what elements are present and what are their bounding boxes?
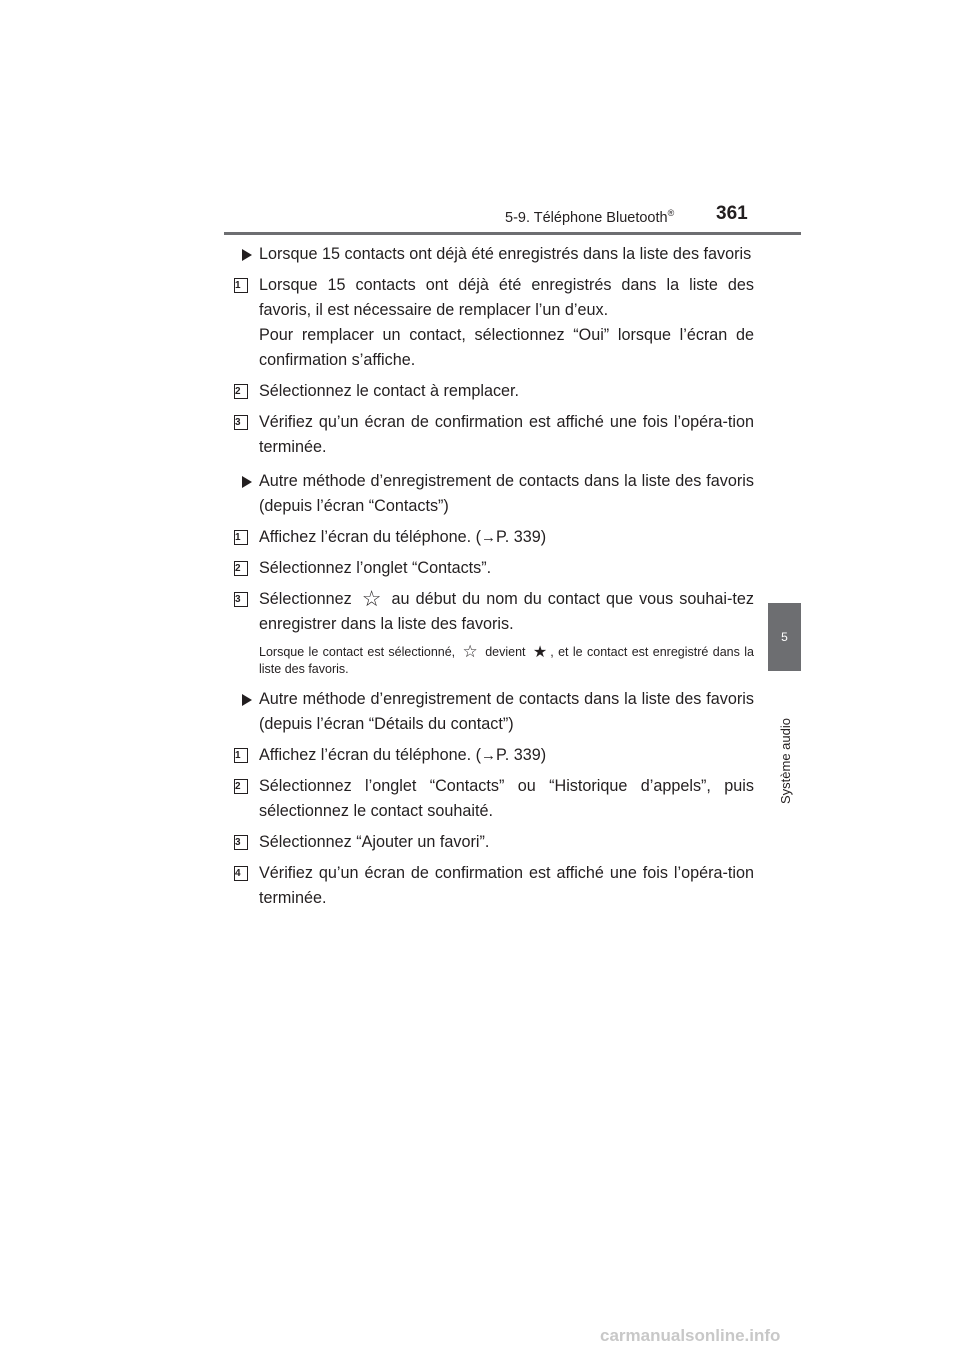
section-title: 5-9. Téléphone Bluetooth® [505,208,675,226]
arrow-right-icon: → [480,747,496,764]
step-number-badge: 3 [234,835,248,850]
step-item: 1 Affichez l’écran du téléphone. (→P. 339) [235,528,547,546]
step-item: 3 Sélectionnez “Ajouter un favori”. [235,833,490,851]
section-heading: Autre méthode d’enregistrement de contacts dans la liste des favoris (depuis l’écran “Contacts”) [234,469,754,519]
triangle-bullet-icon [242,476,252,488]
note-text: Lorsque le contact est sélectionné, ☆ devient ★ , et le contact est enregistré dans la liste des favoris. [259,642,754,676]
arrow-right-icon: → [480,529,496,546]
step-number-badge: 1 [234,748,248,763]
step-number-badge: 3 [234,592,248,607]
header-divider [224,232,801,235]
step-item: 2 Sélectionnez l’onglet “Contacts” ou “Historique d’appels”, puis sélectionnez le contact souhaité. [235,777,754,820]
step-number-badge: 1 [234,278,248,293]
star-outline-icon: ☆ [462,642,478,661]
step-number-badge: 2 [234,561,248,576]
step-item: 2 Sélectionnez l’onglet “Contacts”. [235,559,492,577]
step-item: 4 Vérifiez qu’un écran de confirmation est affiché une fois l’opéra-tion terminée. [235,864,754,907]
step-item: 2 Sélectionnez le contact à remplacer. [235,382,520,400]
step-item: 1 Affichez l’écran du téléphone. (→P. 339) [235,746,547,764]
watermark: carmanualsonline.info [600,1326,781,1345]
step-item: 1 Lorsque 15 contacts ont déjà été enregistrés dans la liste des favoris, il est nécessaire de remplacer l’un d’eux. Pour remplacer un contact, sélectionnez “Oui” lorsque l’écran de confirmation s’affiche. [235,276,754,369]
step-item: 3 Sélectionnez ☆ au début du nom du contact que vous souhai-tez enregistrer dans la liste des favoris. [235,586,754,633]
chapter-label: Système audio [778,718,793,804]
page-number: 361 [716,203,748,224]
registered-mark: ® [667,208,675,218]
triangle-bullet-icon [242,249,252,261]
step-number-badge: 2 [234,779,248,794]
section-heading: Lorsque 15 contacts ont déjà été enregistrés dans la liste des favoris [234,242,754,267]
step-number-badge: 2 [234,384,248,399]
star-filled-icon: ★ [532,644,548,661]
triangle-bullet-icon [242,694,252,706]
page-content [234,240,754,911]
star-outline-icon: ☆ [361,586,382,611]
step-number-badge: 4 [234,866,248,881]
section-heading: Autre méthode d’enregistrement de contacts dans la liste des favoris (depuis l’écran “Détails du contact”) [234,687,754,737]
page-header [0,0,960,240]
chapter-number: 5 [781,630,788,644]
chapter-tab [768,603,801,671]
step-item: 3 Vérifiez qu’un écran de confirmation est affiché une fois l’opéra-tion terminée. [235,413,754,456]
step-number-badge: 1 [234,530,248,545]
step-number-badge: 3 [234,415,248,430]
